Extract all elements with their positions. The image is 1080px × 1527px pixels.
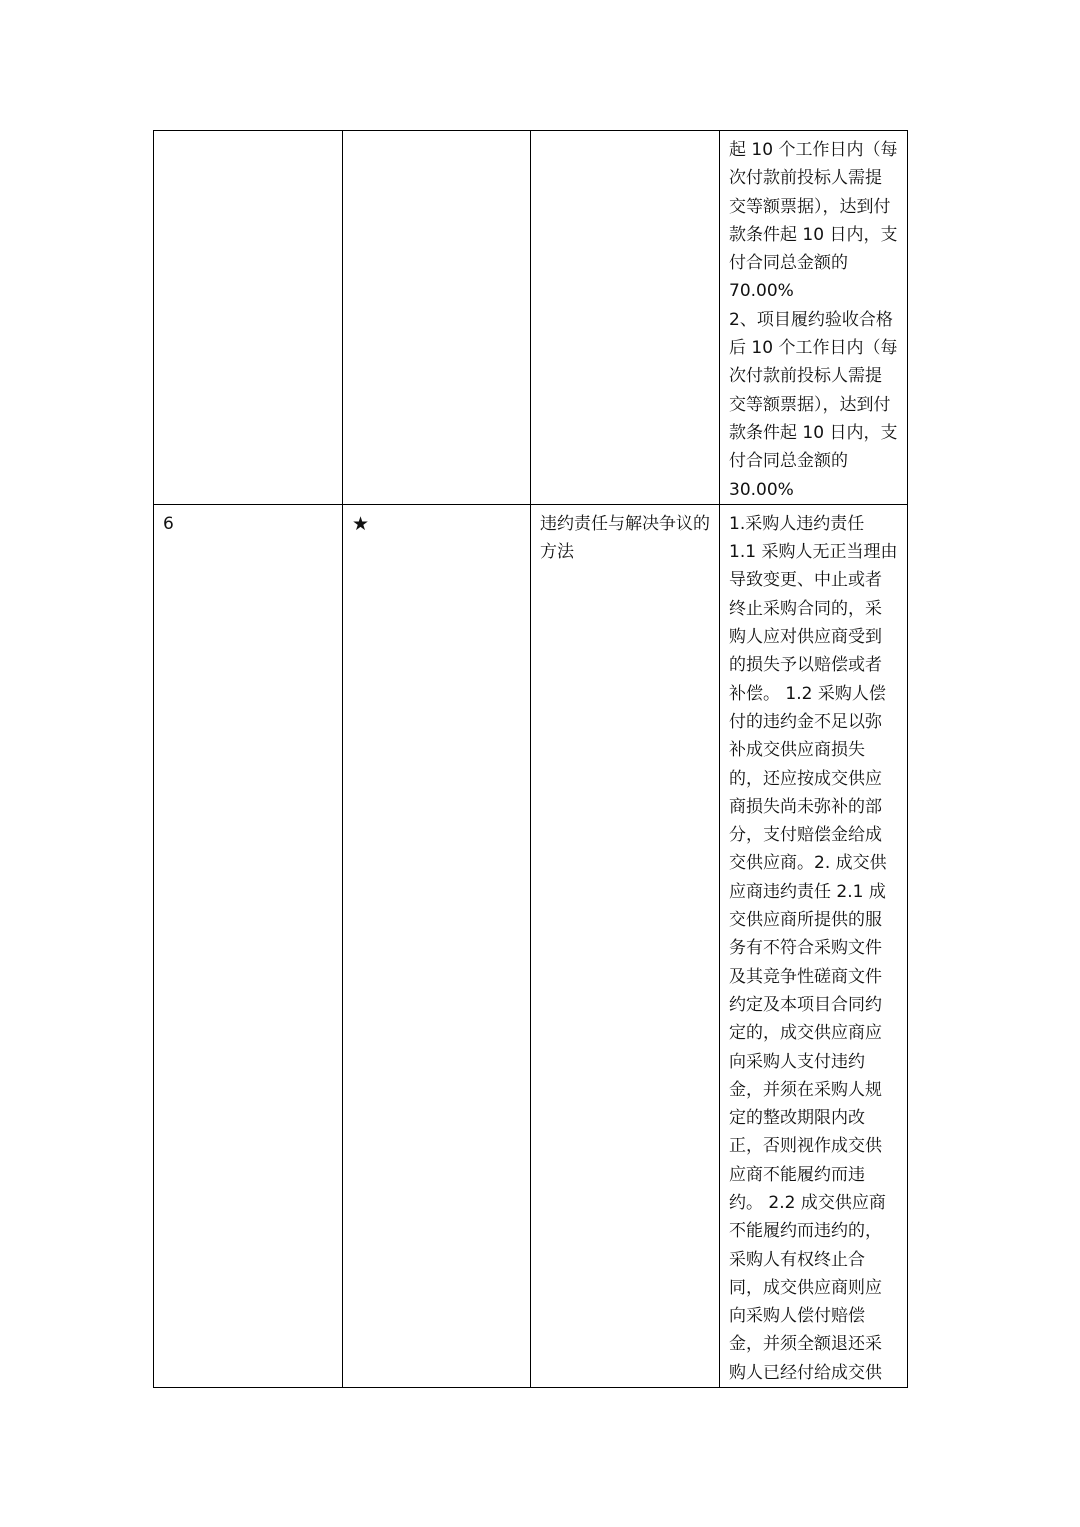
cell-item (531, 131, 720, 505)
table-row (154, 131, 908, 505)
cell-content (720, 131, 908, 505)
table-row (154, 504, 908, 1387)
cell-mark (343, 131, 531, 505)
cell-item (531, 504, 720, 1387)
cell-number (154, 504, 343, 1387)
row-number: 6 (163, 513, 174, 534)
liability-terms-text: 1.采购人违约责任 1.1 采购人无正当理由导致变更、中止或者终止采购合同的，采购人应对供应商受到的损失予以赔偿或者补偿。 1.2 采购人偿付的违约金不足以弥补成交供应商损失的，还应按成交供应商损失尚未弥补的部分，支付赔偿金给成交供应商。2. 成交供应商违约责任 2.1 成交供应商所提供的服务有不符合采购文件及其竞争性磋商文件约定及本项目合同约定的，成交供应商应向采购人支付违约金，并须在采购人规定的整改期限内改正，否则视作成交供应商不能履约而违约。 2.2 成交供应商不能履约而违约的，采购人有权终止合同，成交供应商则应向采购人偿付赔偿金，并须全额退还采购人已经付给成交供 (729, 513, 898, 1383)
cell-content (720, 504, 908, 1387)
requirements-table (153, 130, 908, 1388)
cell-number (154, 131, 343, 505)
item-title: 违约责任与解决争议的方法 (540, 513, 710, 563)
cell-mark (343, 504, 531, 1387)
payment-terms-text: 起 10 个工作日内（每次付款前投标人需提交等额票据），达到付款条件起 10 日内，支付合同总金额的 70.00% 2、项目履约验收合格后 10 个工作日内（每次付款前投标人需提交等额票据），达到付款条件起 10 日内，支付合同总金额的 30.00% (729, 140, 898, 500)
star-mark-icon: ★ (352, 512, 370, 535)
